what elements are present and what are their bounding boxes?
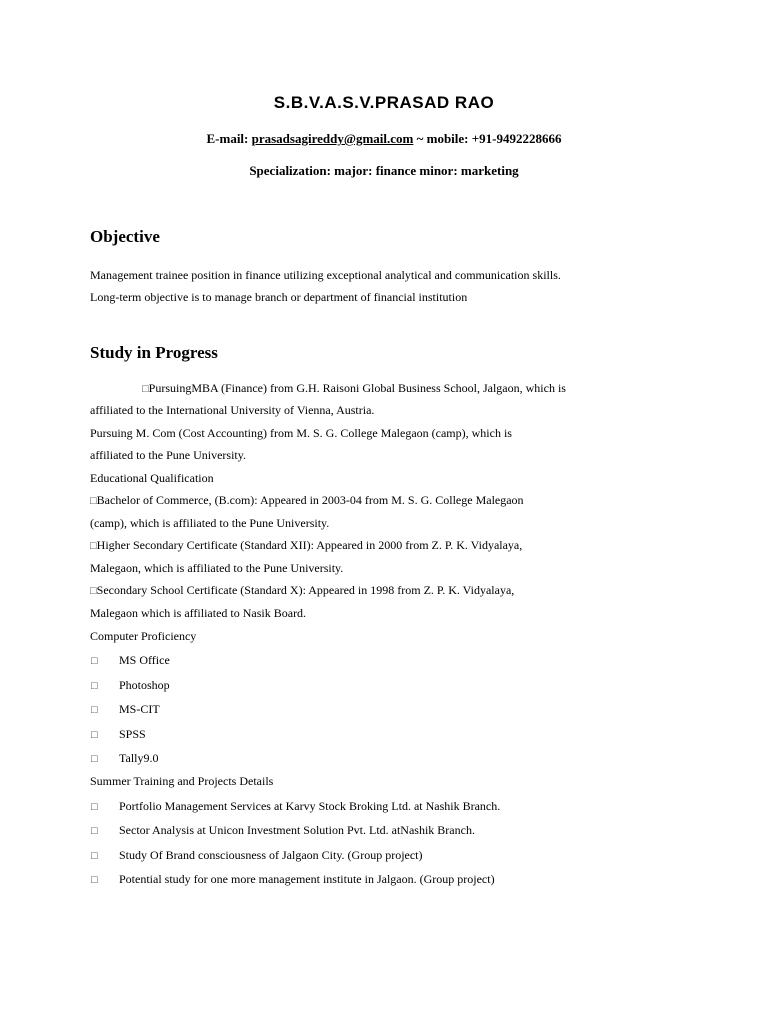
education-line: Malegaon, which is affiliated to the Pune University. (90, 561, 344, 575)
list-item: Potential study for one more management institute in Jalgaon. (Group project) (119, 872, 495, 886)
summer-training-heading: Summer Training and Projects Details (90, 774, 274, 788)
bullet-box-icon: □ (91, 655, 98, 667)
education-line: (camp), which is affiliated to the Pune University. (90, 516, 330, 530)
bullet-box-icon: □ (91, 729, 98, 741)
education-line: □Higher Secondary Certificate (Standard XII): Appeared in 2000 from Z. P. K. Vidyalaya, (90, 538, 523, 552)
study-heading: Study in Progress (90, 343, 218, 362)
bullet-box-icon: □ (91, 874, 98, 886)
list-item: MS Office (119, 653, 170, 667)
list-item: MS-CIT (119, 702, 160, 716)
study-line: Pursuing M. Com (Cost Accounting) from M. S. G. College Malegaon (camp), which is (90, 426, 512, 440)
bullet-box-icon: □ (91, 753, 98, 765)
education-line: □Secondary School Certificate (Standard X): Appeared in 1998 from Z. P. K. Vidyalaya, (90, 583, 515, 597)
list-item: Tally9.0 (119, 751, 159, 765)
mobile-number: ~ mobile: +91-9492228666 (416, 131, 562, 146)
list-item: Study Of Brand consciousness of Jalgaon City. (Group project) (119, 848, 423, 862)
contact-line (0, 131, 768, 147)
objective-line: Management trainee position in finance utilizing exceptional analytical and communication skills. (90, 268, 561, 282)
computer-proficiency-heading: Computer Proficiency (90, 629, 197, 643)
specialization: Specialization: major: finance minor: marketing (249, 163, 519, 178)
objective-heading: Objective (90, 227, 160, 246)
email-link[interactable]: prasadsagireddy@gmail.com (251, 131, 414, 146)
list-item: SPSS (119, 727, 146, 741)
study-line: affiliated to the International University of Vienna, Austria. (90, 403, 375, 417)
bullet-box-icon: □ (91, 825, 98, 837)
study-line: □PursuingMBA (Finance) from G.H. Raisoni Global Business School, Jalgaon, which is (142, 381, 566, 395)
education-subheading: Educational Qualification (90, 471, 214, 485)
list-item: Photoshop (119, 678, 170, 692)
bullet-box-icon: □ (90, 585, 97, 597)
candidate-name: S.B.V.A.S.V.PRASAD RAO (273, 93, 495, 112)
bullet-box-icon: □ (91, 680, 98, 692)
list-item: Sector Analysis at Unicon Investment Solution Pvt. Ltd. atNashik Branch. (119, 823, 475, 837)
education-line: Malegaon which is affiliated to Nasik Board. (90, 606, 307, 620)
bullet-box-icon: □ (91, 801, 98, 813)
list-item: Portfolio Management Services at Karvy Stock Broking Ltd. at Nashik Branch. (119, 799, 501, 813)
bullet-box-icon: □ (90, 495, 97, 507)
bullet-box-icon: □ (142, 383, 149, 395)
bullet-box-icon: □ (91, 850, 98, 862)
study-line: affiliated to the Pune University. (90, 448, 246, 462)
objective-line: Long-term objective is to manage branch or department of financial institution (90, 290, 468, 304)
bullet-box-icon: □ (90, 540, 97, 552)
email-label: E-mail: (206, 131, 249, 146)
bullet-box-icon: □ (91, 704, 98, 716)
education-line: □Bachelor of Commerce, (B.com): Appeared in 2003-04 from M. S. G. College Malegaon (90, 493, 524, 507)
